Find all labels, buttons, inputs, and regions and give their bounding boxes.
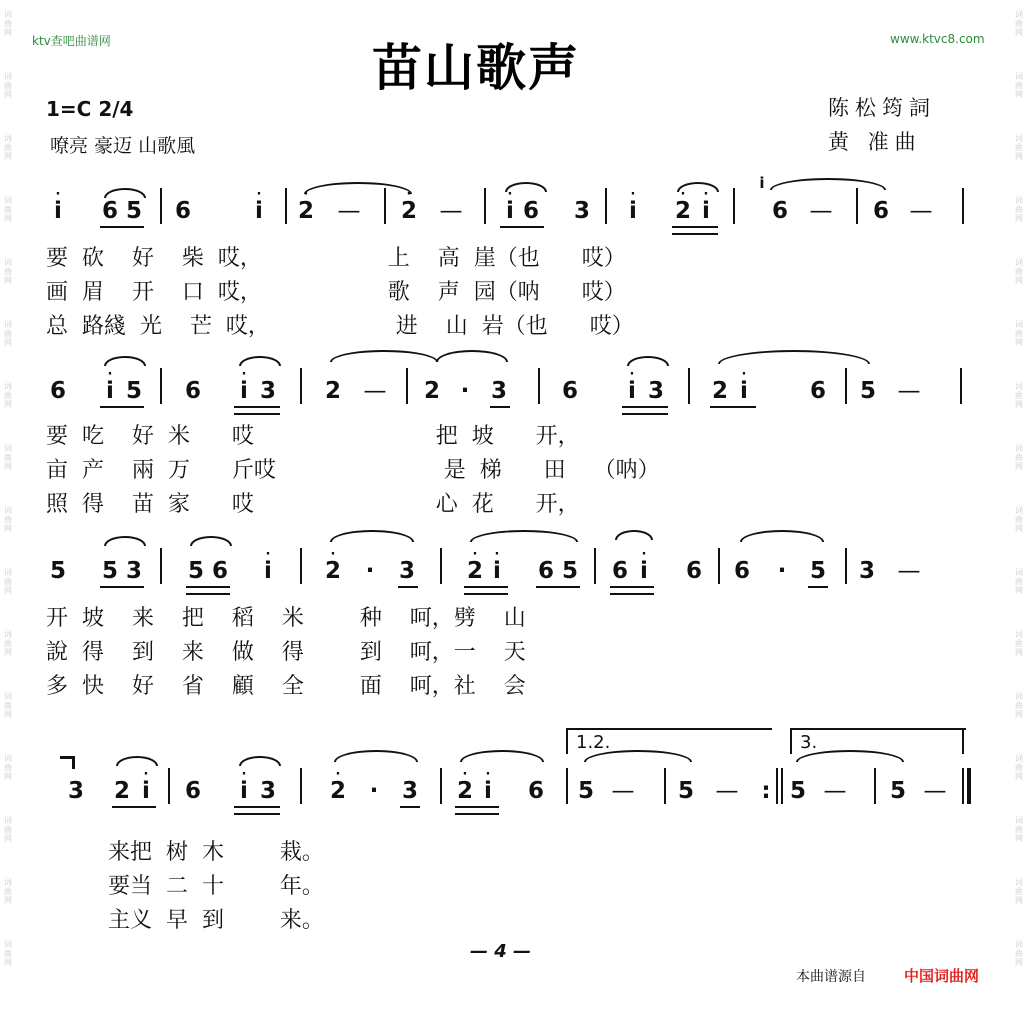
bar-line [160,368,162,404]
slur [677,182,719,192]
bar-line [384,188,386,224]
note: 5 [102,558,119,584]
beam-underline [186,593,230,595]
bar-line [594,548,596,584]
bar-line [160,188,162,224]
note: · i [629,187,637,224]
watermark-text: 词曲网 [1015,258,1023,285]
note: 6 [175,198,192,224]
note: · 2 [457,767,474,804]
watermark-text: 词曲网 [4,816,12,843]
note: · 2 [401,187,418,224]
slur [740,530,824,542]
note: 3 [68,778,85,804]
note-dot: · [777,558,787,584]
beam-underline [234,413,280,415]
note: · i [54,187,62,224]
beam-underline [398,586,418,588]
lyric-verse-1: 开 坡 来 把 稻 米 种 呵，劈 山 [46,606,526,631]
bar-line [733,188,735,224]
slur [330,530,414,542]
site-link-right[interactable]: www.ktvc8.com [890,32,985,46]
slur [104,536,146,546]
watermark-text: 词曲网 [4,878,12,905]
note: 5 [810,558,827,584]
repeat-dots: : [761,778,771,804]
volta-bracket-1-left [566,728,568,754]
note: 2 [712,378,729,404]
watermark-text: 词曲网 [4,258,12,285]
watermark-text: 词曲网 [4,630,12,657]
beam-underline [672,233,718,235]
beam-underline [112,806,156,808]
note: 3 [402,778,419,804]
volta-bracket-2-left [790,728,792,754]
slur [239,356,281,366]
beam-underline [710,406,756,408]
beam-underline [808,586,828,588]
note: 6 [50,378,67,404]
watermark-text: 词曲网 [1015,940,1023,967]
slur [627,356,669,366]
watermark-text: 词曲网 [4,382,12,409]
site-link-left[interactable]: ktv查吧曲谱网 [32,34,111,48]
beam-underline [455,806,499,808]
note: 6 [873,198,890,224]
beam-underline [186,586,230,588]
final-bar-line-thin [962,768,964,804]
note: 3 [260,378,277,404]
watermark-text: 词曲网 [1015,72,1023,99]
watermark-text: 词曲网 [1015,506,1023,533]
bar-line [440,548,442,584]
note: 6 [772,198,789,224]
lyric-verse-1: 要 吃 好 米 哎 把 坡 开， [46,424,580,449]
note: 3 [260,778,277,804]
note: 5 [562,558,579,584]
note: 6 [612,558,629,584]
watermark-text: 词曲网 [4,10,12,37]
note: 6 [810,378,827,404]
note: 5 [50,558,67,584]
note: 5 [790,778,807,804]
note-dot: · [365,558,375,584]
note: 3 [491,378,508,404]
slur [436,350,508,362]
note: 6 [562,378,579,404]
watermark-text: 词曲网 [1015,320,1023,347]
note-dash: — [823,778,849,804]
lyric-verse-3: 主义 早 到 来。 [108,908,324,933]
lyric-verse-3: 总 路綫 光 芒 哎， 进 山 岩（也 哎） [46,314,634,339]
bar-line [605,188,607,224]
watermark-text: 词曲网 [1015,134,1023,161]
grace-note: i [759,174,765,192]
lyric-verse-1: 要 砍 好 柴 哎， 上 高 崖（也 哎） [46,246,626,271]
slur [116,756,158,766]
key-signature: 1=C 2/4 [46,97,134,121]
watermark-text: 词曲网 [4,692,12,719]
bar-line [845,368,847,404]
slur [460,750,544,762]
watermark-text: 词曲网 [4,940,12,967]
lyric-verse-2: 要当 二 十 年。 [108,874,324,899]
beam-underline [464,593,508,595]
bar-line [856,188,858,224]
note: 5 [126,378,143,404]
song-title: 苗山歌声 [372,39,580,97]
note: 6 [734,558,751,584]
lyric-verse-2: 亩 产 兩 万 斤哎 是 梯 田 （呐） [46,458,660,483]
note: · i [740,367,748,404]
tie [330,350,438,362]
bar-line [300,548,302,584]
slur [190,536,232,546]
note: · i [484,767,492,804]
beam-underline [464,586,508,588]
bar-line [300,768,302,804]
slur [239,756,281,766]
note-dash: — [923,778,949,804]
bar-line [160,548,162,584]
beam-underline [622,413,668,415]
repeat-bar-line [776,768,778,804]
note: · i [142,767,150,804]
note-dot: · [369,778,379,804]
lyricist-credit: 陈松筠詞 [828,96,936,120]
bar-line [168,768,170,804]
beam-underline [500,226,544,228]
bar-line [664,768,666,804]
beam-underline [672,226,718,228]
note: 6 [538,558,555,584]
right-watermark-strip [1011,0,1027,1014]
note-dash: — [337,198,363,224]
beam-underline [610,593,654,595]
bar-line [566,768,568,804]
lyric-verse-2: 說 得 到 来 做 得 到 呵，一 天 [46,640,526,665]
note: · i [240,767,248,804]
note: 3 [859,558,876,584]
note: · i [264,547,272,584]
tie [304,182,412,194]
watermark-text: 词曲网 [4,196,12,223]
note: 3 [399,558,416,584]
note: 5 [860,378,877,404]
watermark-text: 词曲网 [1015,444,1023,471]
watermark-text: 词曲网 [4,72,12,99]
volta-bracket-2-right [962,728,964,754]
lyric-verse-3: 多 快 好 省 顧 全 面 呵，社 会 [46,674,526,699]
note-dash: — [439,198,465,224]
source-site-link[interactable]: 中国词曲网 [904,967,980,985]
watermark-text: 词曲网 [4,506,12,533]
beam-underline [490,406,510,408]
note: · 2 [325,547,342,584]
watermark-text: 词曲网 [4,134,12,161]
watermark-text: 词曲网 [1015,692,1023,719]
lyric-verse-1: 来把 树 木 栽。 [108,840,324,865]
note-dash: — [715,778,741,804]
note: 6 [212,558,229,584]
note-dash: — [897,378,923,404]
watermark-text: 词曲网 [1015,568,1023,595]
final-bar-line-thick [967,768,971,804]
beam-underline [455,813,499,815]
bar-line [440,768,442,804]
slur [334,750,418,762]
bar-line [960,368,962,404]
note: · 2 [330,767,347,804]
slide-mark [60,756,75,769]
note: · i [493,547,501,584]
note: · i [628,367,636,404]
left-watermark-strip [0,0,16,1014]
source-label: 本曲谱源自 [796,969,866,985]
bar-line [300,368,302,404]
performance-character: 嘹亮 豪迈 山歌風 [50,135,196,157]
note: 6 [523,198,540,224]
watermark-text: 词曲网 [1015,196,1023,223]
note: 3 [574,198,591,224]
beam-underline [400,806,420,808]
lyric-verse-2: 画 眉 开 口 哎， 歌 声 园（呐 哎） [46,280,626,305]
note-dash: — [897,558,923,584]
note: 6 [185,378,202,404]
note: 6 [102,198,119,224]
beam-underline [100,406,144,408]
note-dash: — [611,778,637,804]
beam-underline [234,813,280,815]
watermark-text: 词曲网 [1015,10,1023,37]
note: · i [240,367,248,404]
note: 5 [578,778,595,804]
note: 6 [528,778,545,804]
note-dot: · [460,378,470,404]
watermark-text: 词曲网 [1015,878,1023,905]
watermark-text: 词曲网 [1015,630,1023,657]
note: · 2 [467,547,484,584]
bar-line [285,188,287,224]
watermark-text: 词曲网 [1015,754,1023,781]
note: 3 [126,558,143,584]
beam-underline [234,806,280,808]
volta-bracket-2 [790,728,966,730]
volta-label-1: 1.2. [576,732,611,753]
watermark-text: 词曲网 [4,444,12,471]
note: 5 [678,778,695,804]
bar-line [718,548,720,584]
beam-underline [610,586,654,588]
note: · i [702,187,710,224]
composer-credit: 黄 准曲 [828,130,922,154]
beam-underline [100,586,144,588]
note: 6 [185,778,202,804]
bar-line [484,188,486,224]
note: 2 [114,778,131,804]
note: 6 [686,558,703,584]
slur [505,182,547,192]
note-dash: — [909,198,935,224]
note: · i [255,187,263,224]
watermark-text: 词曲网 [4,754,12,781]
bar-line [406,368,408,404]
beam-underline [536,586,580,588]
bar-line [962,188,964,224]
note: 2 [424,378,441,404]
beam-underline [100,226,144,228]
bar-line [845,548,847,584]
watermark-text: 词曲网 [4,320,12,347]
note: · i [640,547,648,584]
note: 5 [126,198,143,224]
bar-line [874,768,876,804]
note-dash: — [809,198,835,224]
note: · 2 [298,187,315,224]
watermark-text: 词曲网 [1015,382,1023,409]
bar-line [688,368,690,404]
note: 5 [188,558,205,584]
slur [104,188,146,198]
tie [770,178,886,190]
note: 2 [325,378,342,404]
note-dash: — [363,378,389,404]
watermark-text: 词曲网 [1015,816,1023,843]
note: · i [106,367,114,404]
slur [104,356,146,366]
lyric-verse-3: 照 得 苗 家 哎 心 花 开， [46,492,580,517]
note: · 2 [675,187,692,224]
beam-underline [622,406,668,408]
watermark-text: 词曲网 [4,568,12,595]
beam-underline [234,406,280,408]
note: 5 [890,778,907,804]
note: · i [506,187,514,224]
slur [470,530,578,542]
page-number: — 4 — [470,941,532,962]
slur [718,350,870,364]
slur [615,530,653,540]
note: 3 [648,378,665,404]
bar-line [538,368,540,404]
volta-bracket-1 [566,728,772,730]
repeat-bar-line [781,768,783,804]
volta-label-2: 3. [800,732,818,753]
